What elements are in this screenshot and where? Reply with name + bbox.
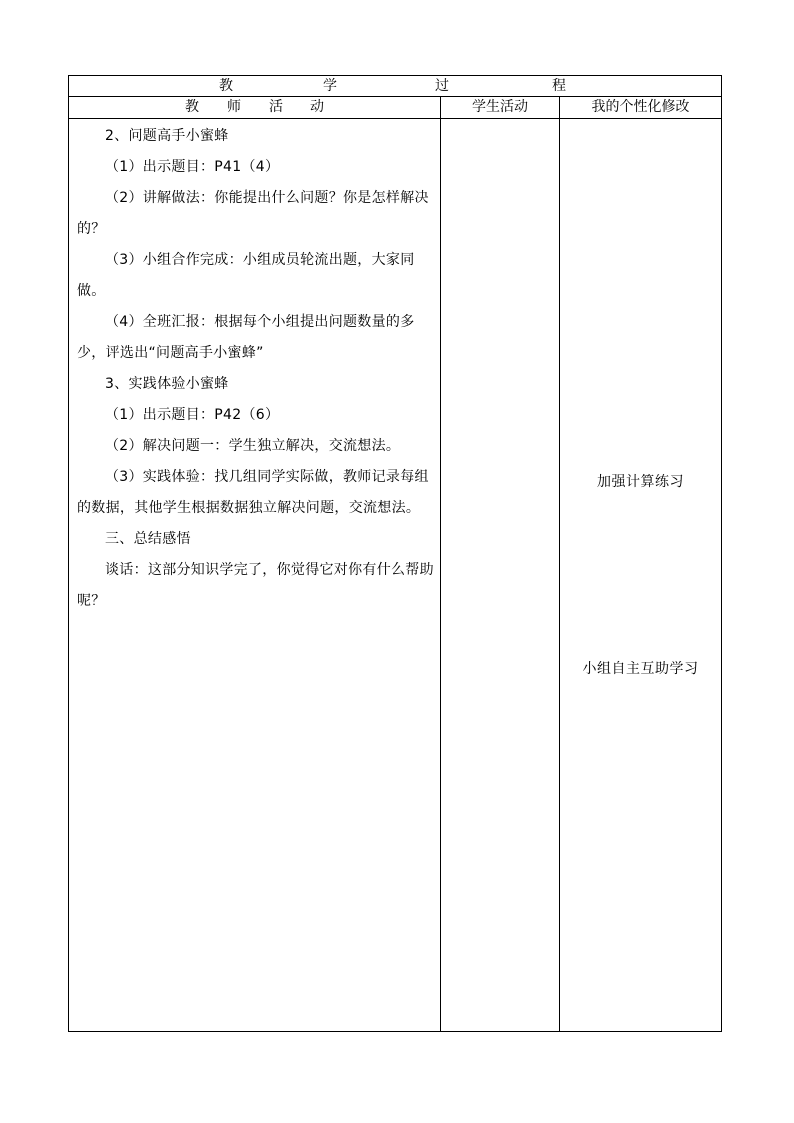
header-char: 活 [269, 99, 283, 115]
header-char: 动 [310, 99, 324, 115]
activity-heading: 三、总结感悟 [105, 531, 191, 547]
activity-step: （4）全班汇报：根据每个小组提出问题数量的多少，评选出“问题高手小蜜蜂” [77, 314, 415, 361]
activity-heading: 3、实践体验小蜜蜂 [105, 376, 229, 392]
table-title [69, 76, 722, 97]
activity-step: （3）实践体验：找几组同学实际做，教师记录每组的数据，其他学生根据数据独立解决问题，交流想法。 [77, 469, 429, 516]
activity-heading: 2、问题高手小蜜蜂 [105, 128, 229, 144]
lesson-process-table [68, 75, 722, 1032]
header-char: 教 [185, 99, 199, 115]
teacher-activity-cell [69, 119, 441, 1032]
modification-note: 加强计算练习 [597, 474, 684, 490]
activity-step: （1）出示题目：P41（4） [105, 159, 280, 175]
activity-step: 谈话：这部分知识学完了，你觉得它对你有什么帮助呢？ [77, 562, 434, 609]
teacher-activity-header [69, 97, 441, 119]
title-char: 程 [552, 78, 566, 94]
modification-note: 小组自主互助学习 [582, 661, 699, 677]
student-activity-header: 学生活动 [441, 97, 560, 119]
title-char: 学 [323, 78, 337, 94]
student-activity-cell [441, 119, 560, 1032]
activity-step: （2）讲解做法：你能提出什么问题？你是怎样解决的？ [77, 190, 429, 237]
activity-step: （1）出示题目：P42（6） [105, 407, 280, 423]
activity-step: （2）解决问题一：学生独立解决，交流想法。 [105, 438, 401, 454]
header-row [69, 97, 722, 119]
body-row [69, 119, 722, 1032]
activity-step: （3）小组合作完成：小组成员轮流出题，大家同做。 [77, 252, 415, 299]
modification-header: 我的个性化修改 [560, 97, 722, 119]
title-row [69, 76, 722, 97]
modification-cell [560, 119, 722, 1032]
header-char: 师 [227, 99, 241, 115]
title-char: 教 [219, 78, 233, 94]
title-char: 过 [435, 78, 449, 94]
